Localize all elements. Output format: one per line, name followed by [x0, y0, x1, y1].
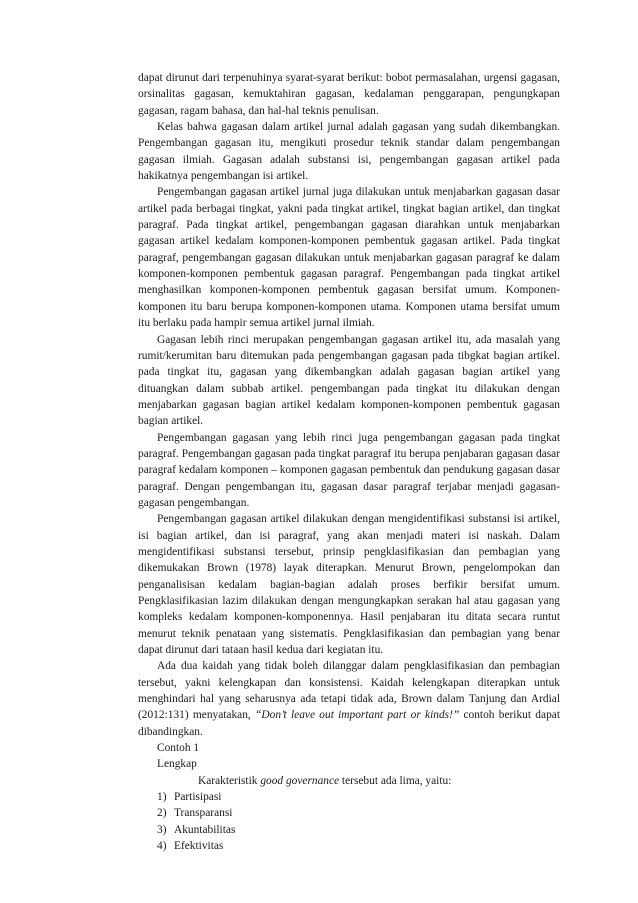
list-item	[157, 822, 560, 838]
statement-term: good governance	[260, 774, 340, 787]
statement-after: tersebut ada lima, yaitu:	[339, 774, 452, 787]
list-item-number: 4)	[157, 840, 167, 853]
paragraph-7-tail: contoh berikut dapat dibandingkan.	[138, 709, 560, 738]
paragraph-5: Pengembangan gagasan yang lebih rinci juga pengembangan gagasan pada tingkat paragraf. Pengembangan gagasan pada tingkat paragraf itu berupa penjabaran gagasan dasar paragraf kedalam komponen – komponen gagasan pembentuk dan pendukung gagasan dasar paragraf. Dengan pengembangan itu, gagasan dasar paragraf terjabar menjadi gagasan-gagasan pengembangan.	[138, 431, 560, 509]
paragraph-3: Pengembangan gagasan artikel jurnal juga dilakukan untuk menjabarkan gagasan dasar artikel pada berbagai tingkat, yakni pada tingkat artikel, tingkat bagian artikel, dan tingkat paragraf. Pada tingkat artikel, pengembangan gagasan diarahkan untuk menjabarkan gagasan artikel kedalam komponen-komponen pembentuk gagasan artikel. Pada tingkat paragraf, pengembangan gagasan dilakukan untuk menjabarkan gagasan paragraf ke dalam komponen-komponen pembentuk gagasan paragraf. Pengembangan pada tingkat artikel menghasilkan komponen-komponen pembentuk gagasan bersifat umum. Komponen-komponen itu baru berupa komponen-komponen utama. Komponen utama bersifat umum itu berlaku pada hampir semua artikel jurnal ilmiah.	[138, 186, 560, 330]
document-page	[138, 70, 560, 855]
list-item-text: Partisipasi	[174, 791, 222, 804]
paragraph-2: Kelas bahwa gagasan dalam artikel jurnal adalah gagasan yang sudah dikembangkan. Pengembangan gagasan itu, mengikuti prosedur teknik standar dalam pengembangan gagasan ilmiah. Gagasan adalah substansi isi, pengembangan gagasan artikel pada hakikatnya pengembangan isi artikel.	[138, 121, 560, 183]
list-item-text: Efektivitas	[174, 840, 224, 853]
paragraph-4: Gagasan lebih rinci merupakan pengembangan gagasan artikel itu, ada masalah yang rumit/kerumitan baru ditemukan pada pengembangan gagasan pada tibgkat bagian artikel. pada tingkat itu, gagasan yang dikembangkan adalah gagasan bagian artikel yang dituangkan dalam subbab artikel. pengembangan pada tingkat itu dilakukan dengan menjabarkan gagasan bagian artikel kedalam komponen-komponen pembentuk gagasan bagian artikel.	[138, 333, 560, 428]
list-item-number: 1)	[157, 791, 167, 804]
brown-quote: “Don’t leave out important part or kinds!”	[255, 709, 460, 722]
list-item	[157, 789, 560, 805]
list-item	[157, 805, 560, 821]
paragraph-1: dapat dirunut dari terpenuhinya syarat-syarat berikut: bobot permasalahan, urgensi gagasan, orsinalitas gagasan, kemuktahiran gagasan, kedalaman penggarapan, pengungkapan gagasan, ragam bahasa, dan hal-hal teknis penulisan.	[138, 72, 560, 117]
statement-before: Karakteristik	[198, 774, 261, 787]
paragraph-6: Pengembangan gagasan artikel dilakukan dengan mengidentifikasi substansi isi artikel, isi bagian artikel, dan isi paragraf, yang akan menjadi materi isi naskah. Dalam mengidentifikasi substansi tersebut, prinsip pengklasifikasian dan pembagian yang dikemukakan Brown (1978) layak diterapkan. Menurut Brown, pengelompokan dan penganalisisan kedalam bagian-bagian adalah proses berfikir bersifat umum. Pengklasifikasian lazim dilakukan dengan mengungkapkan serakan hal atau gagasan yang kompleks kedalam komponen-komponennya. Hasil penjabaran itu ditata secara runtut menurut teknik penataan yang sistematis. Pengklasifikasian dan pembagian yang benar dapat dirunut dari tataan hasil kedua dari kegiatan itu.	[138, 513, 560, 657]
list-item-text: Akuntabilitas	[174, 823, 236, 836]
list-item-number: 2)	[157, 807, 167, 820]
paragraph-7	[138, 658, 560, 740]
complete-label: Lengkap	[157, 758, 197, 771]
statement	[138, 773, 560, 789]
characteristics-list	[138, 789, 560, 854]
list-item	[157, 838, 560, 854]
list-item-number: 3)	[157, 823, 167, 836]
paragraph-7-text: Ada dua kaidah yang tidak boleh dilanggar dalam pengklasifikasian dan pembagian tersebut, yakni kelengkapan dan konsistensi. Kaidah kelengkapan diterapkan untuk menghindari hal yang seharusnya ada tetapi tidak ada, Brown dalam Tanjung dan Ardial (2012:131) menyatakan,	[138, 660, 560, 722]
example-label: Contoh 1	[157, 742, 200, 755]
list-item-text: Transparansi	[174, 807, 233, 820]
